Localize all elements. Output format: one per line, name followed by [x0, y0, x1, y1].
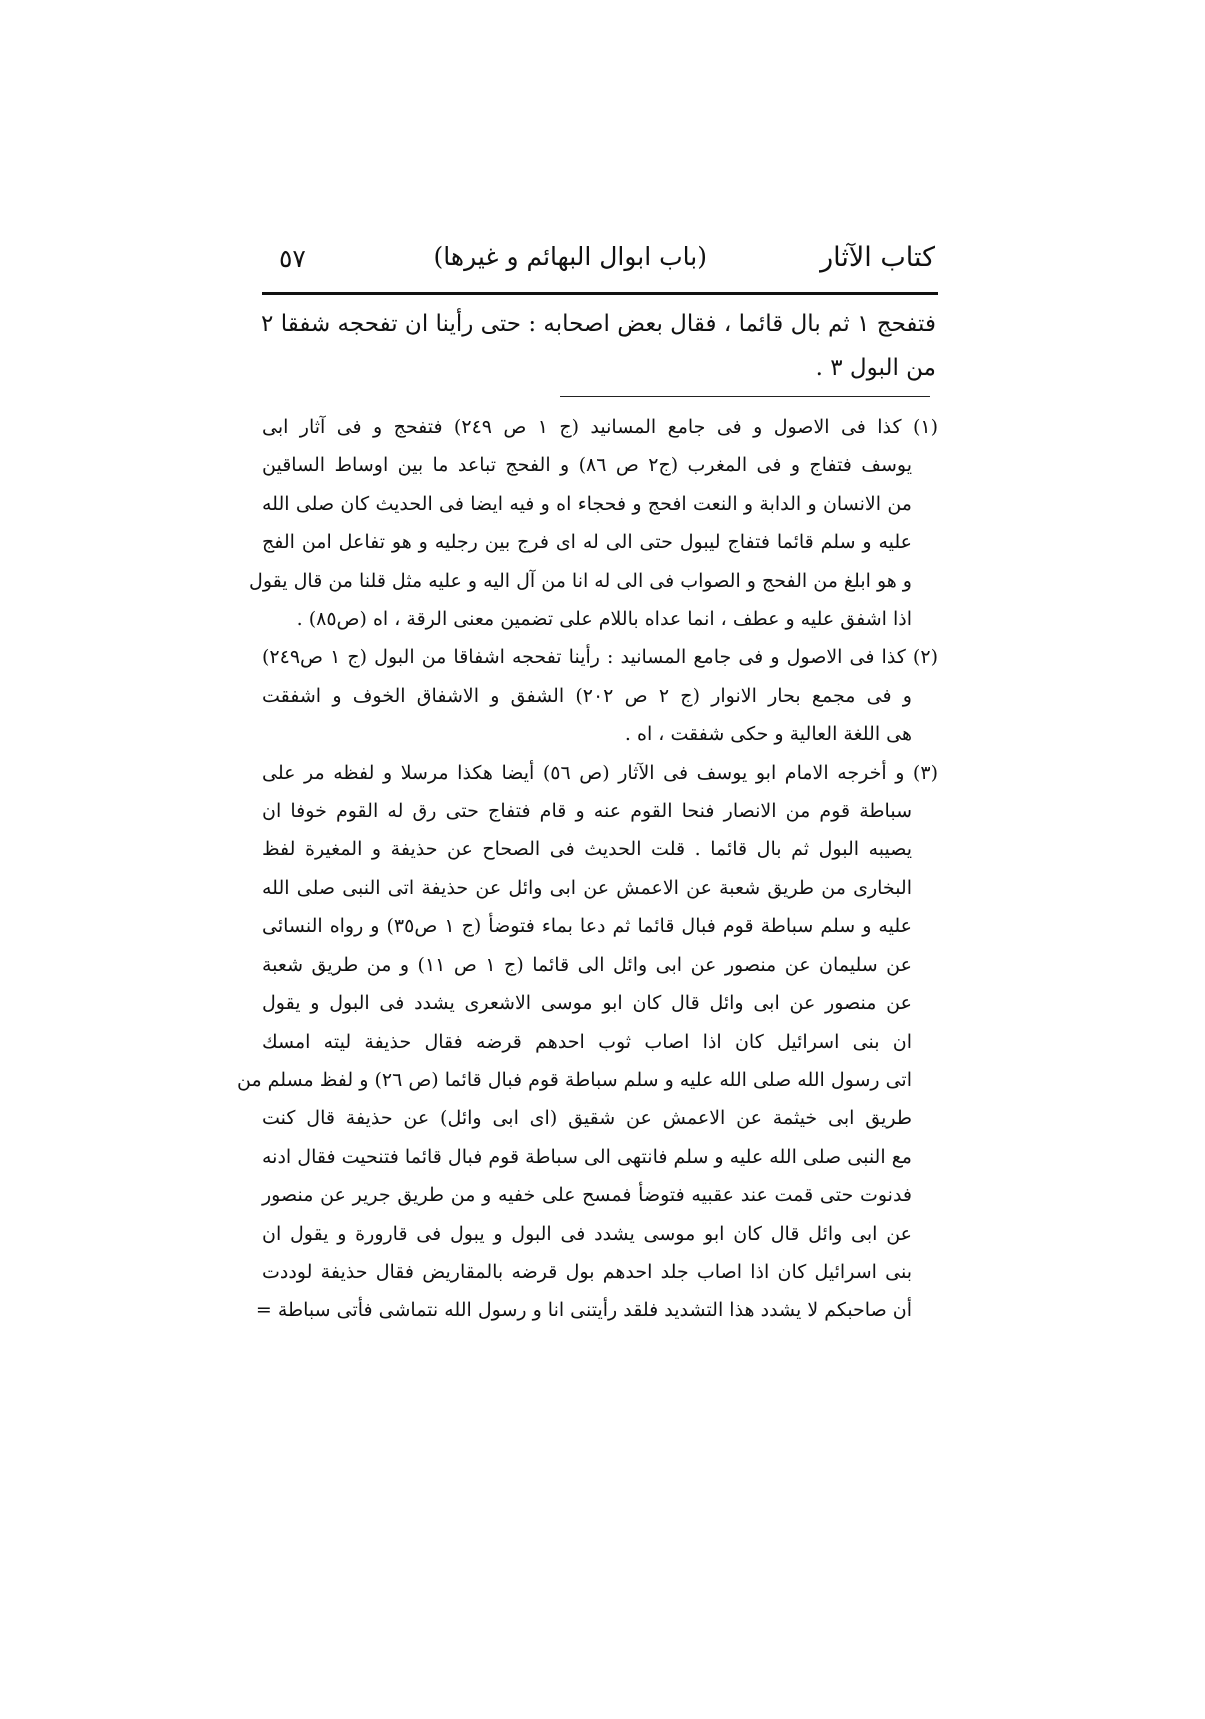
main-text	[261, 302, 936, 390]
footnote-line: فدنوت حتى قمت عند عقبيه فتوضأ فمسح على خفيه و من طريق جرير عن منصور	[262, 1184, 912, 1207]
footnote-line: سباطة قوم من الانصار فنحا القوم عنه و قام فتفاج حتى رق له القوم خوفا ان	[262, 800, 912, 823]
footnote-line: بنى اسرائيل كان اذا اصاب جلد احدهم بول قرضه بالمقاريض فقال حذيفة لوددت	[262, 1260, 912, 1283]
footnote-line: اتى رسول الله صلى الله عليه و سلم سباطة قوم فبال قائما (ص ٢٦) و لفظ مسلم من	[236, 1068, 912, 1091]
header-rule	[262, 292, 938, 295]
footnote-line: عن منصور عن ابى وائل قال كان ابو موسى الاشعرى يشدد فى البول و يقول	[262, 992, 912, 1015]
footnote-line: البخارى من طريق شعبة عن الاعمش عن ابى وائل عن حذيفة اتى النبى صلى الله	[262, 876, 912, 899]
footnote-line: أن صاحبكم لا يشدد هذا التشديد فلقد رأيتنى انا و رسول الله نتماشى فأتى سباطة =	[255, 1299, 912, 1322]
footnote-line: من الانسان و الدابة و النعت افحج و فحجاء اه و فيه ايضا فى الحديث كان صلى الله	[262, 492, 912, 515]
footnote-line: هى اللغة العالية و حكى شفقت ، اه .	[624, 723, 912, 746]
footnote-line: ان بنى اسرائيل كان اذا اصاب ثوب احدهم قرضه فقال حذيفة ليته امسك	[262, 1030, 912, 1053]
main-text-line: من البول ٣ .	[815, 355, 936, 381]
book-title: كتاب الآثار	[820, 242, 935, 273]
footnote-line: عليه و سلم قائما فتفاج ليبول حتى الى له اى فرج بين رجليه و هو تفاعل امن الفج	[262, 531, 912, 554]
page-number: ٥٧	[279, 244, 306, 273]
footnote-line: عن ابى وائل قال كان ابو موسى يشدد فى البول و يبول فى قارورة و يقول ان	[262, 1222, 912, 1245]
footnote-line: يوسف فتفاج و فى المغرب (ج٢ ص ٨٦) و الفحج تباعد ما بين اوساط الساقين	[262, 454, 912, 477]
footnote-line: اذا اشفق عليه و عطف ، انما عداه باللام على تضمين معنى الرقة ، اه (ص٨٥) .	[296, 608, 912, 631]
chapter-title: (باب ابوال البهائم و غيرها)	[433, 242, 707, 271]
footnote-line: عن سليمان عن منصور عن ابى وائل الى قائما (ج ١ ص ١١) و من طريق شعبة	[262, 953, 912, 976]
footnote-line: طريق ابى خيثمة عن الاعمش عن شقيق (اى ابى وائل) عن حذيفة قال كنت	[262, 1107, 912, 1130]
footnote-line: يصيبه البول ثم بال قائما . قلت الحديث فى الصحاح عن حذيفة و المغيرة لفظ	[262, 838, 912, 861]
footnote-line: و فى مجمع بحار الانوار (ج ٢ ص ٢٠٢) الشفق و الاشفاق الخوف و اشفقت	[262, 684, 912, 707]
running-header	[265, 242, 935, 286]
footnote-3	[236, 754, 938, 1330]
footnote-line: (١) كذا فى الاصول و فى جامع المسانيد (ج ١ ص ٢٤٩) فتفحج و فى آثار ابى	[262, 416, 938, 438]
footnote-1	[249, 408, 938, 638]
footnote-separator	[560, 396, 930, 397]
footnote-line: (٢) كذا فى الاصول و فى جامع المسانيد : رأينا تفحجه اشفاقا من البول (ج ١ ص٢٤٩)	[262, 646, 938, 669]
footnote-2	[262, 638, 938, 753]
footnote-line: عليه و سلم سباطة قوم فبال قائما ثم دعا بماء فتوضأ (ج ١ ص٣٥) و رواه النسائى	[262, 915, 912, 938]
footnotes	[236, 408, 938, 1330]
main-text-line: فتفحج ١ ثم بال قائما ، فقال بعض اصحابه : حتى رأينا ان تفحجه شفقا ٢	[261, 311, 936, 337]
footnote-line: (٣) و أخرجه الامام ابو يوسف فى الآثار (ص ٥٦) أيضا هكذا مرسلا و لفظه مر على	[262, 761, 938, 784]
footnote-line: و هو ابلغ من الفحج و الصواب فى الى له انا من آل اليه و عليه مثل قلنا من قال يقول	[249, 569, 912, 592]
footnote-line: مع النبى صلى الله عليه و سلم فانتهى الى سباطة قوم فبال قائما فتنحيت فقال ادنه	[262, 1145, 912, 1168]
